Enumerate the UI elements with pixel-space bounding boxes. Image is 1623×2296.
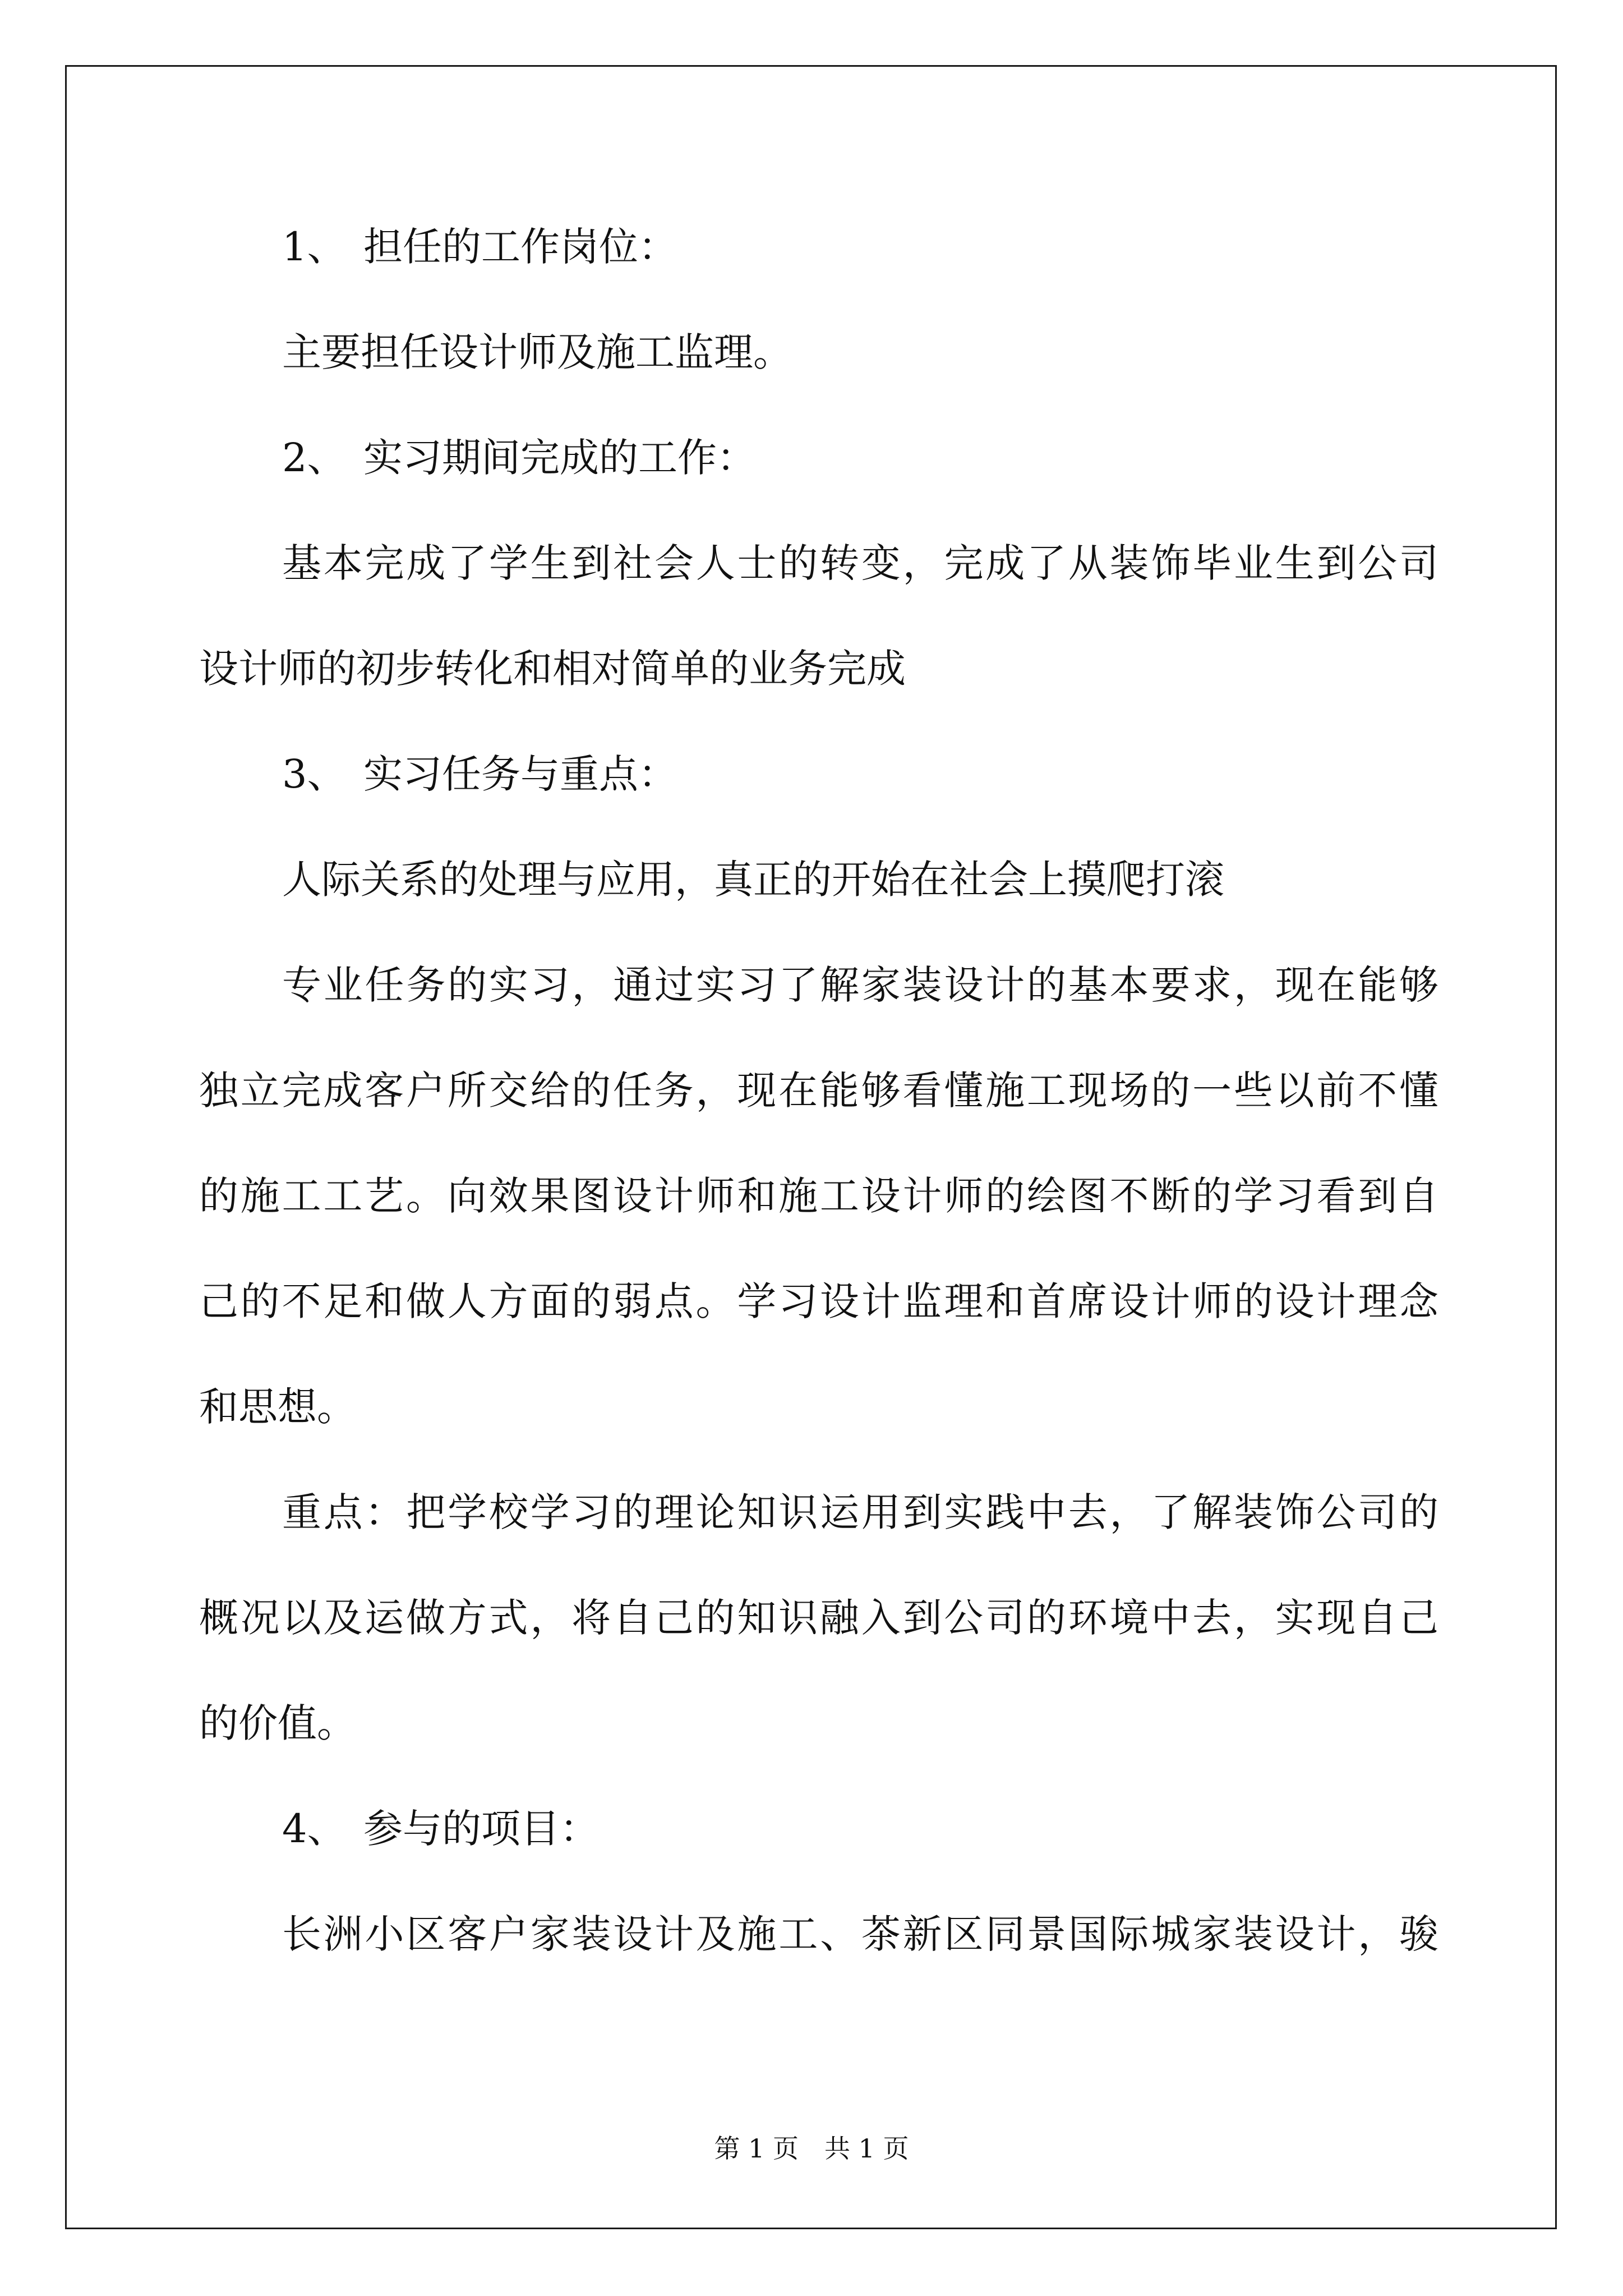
heading-3 — [282, 747, 677, 801]
paragraph-line: 基本完成了学生到社会人士的转变，完成了从装饰毕业生到公司 — [282, 540, 1438, 586]
heading-2-text: 实习期间完成的工作： — [363, 435, 756, 481]
heading-1-number: 1、 — [282, 224, 347, 270]
paragraph-line: 独立完成客户所交给的任务，现在能够看懂施工现场的一些以前不懂 — [199, 1068, 1438, 1114]
heading-1-text: 担任的工作岗位： — [363, 224, 677, 270]
paragraph-line: 的价值。 — [199, 1700, 356, 1746]
paragraph-line: 概况以及运做方式，将自己的知识融入到公司的环境中去，实现自己 — [199, 1595, 1438, 1641]
paragraph-line: 人际关系的处理与应用，真正的开始在社会上摸爬打滚 — [282, 857, 1224, 903]
paragraph-line: 主要担任设计师及施工监理。 — [282, 329, 792, 375]
heading-3-number: 3、 — [282, 751, 347, 797]
paragraph-line: 专业任务的实习，通过实习了解家装设计的基本要求，现在能够 — [282, 962, 1438, 1008]
heading-4-number: 4、 — [282, 1806, 347, 1852]
page-number-footer: 第 1 页 共 1 页 — [714, 2133, 909, 2164]
heading-4 — [282, 1802, 599, 1856]
paragraph-line: 设计师的初步转化和相对简单的业务完成 — [199, 646, 906, 692]
paragraph-line: 己的不足和做人方面的弱点。学习设计监理和首席设计师的设计理念 — [199, 1278, 1438, 1324]
heading-2-number: 2、 — [282, 435, 347, 481]
page-border — [65, 65, 1557, 2229]
paragraph-line: 长洲小区客户家装设计及施工、茶新区同景国际城家装设计，骏 — [282, 1911, 1438, 1957]
paragraph-line: 重点：把学校学习的理论知识运用到实践中去，了解装饰公司的 — [282, 1489, 1438, 1535]
paragraph-line: 和思想。 — [199, 1384, 356, 1430]
heading-2 — [282, 431, 756, 485]
paragraph-line: 的施工工艺。向效果图设计师和施工设计师的绘图不断的学习看到自 — [199, 1173, 1438, 1219]
heading-4-text: 参与的项目： — [363, 1806, 599, 1852]
heading-3-text: 实习任务与重点： — [363, 751, 677, 797]
heading-1 — [282, 220, 677, 274]
